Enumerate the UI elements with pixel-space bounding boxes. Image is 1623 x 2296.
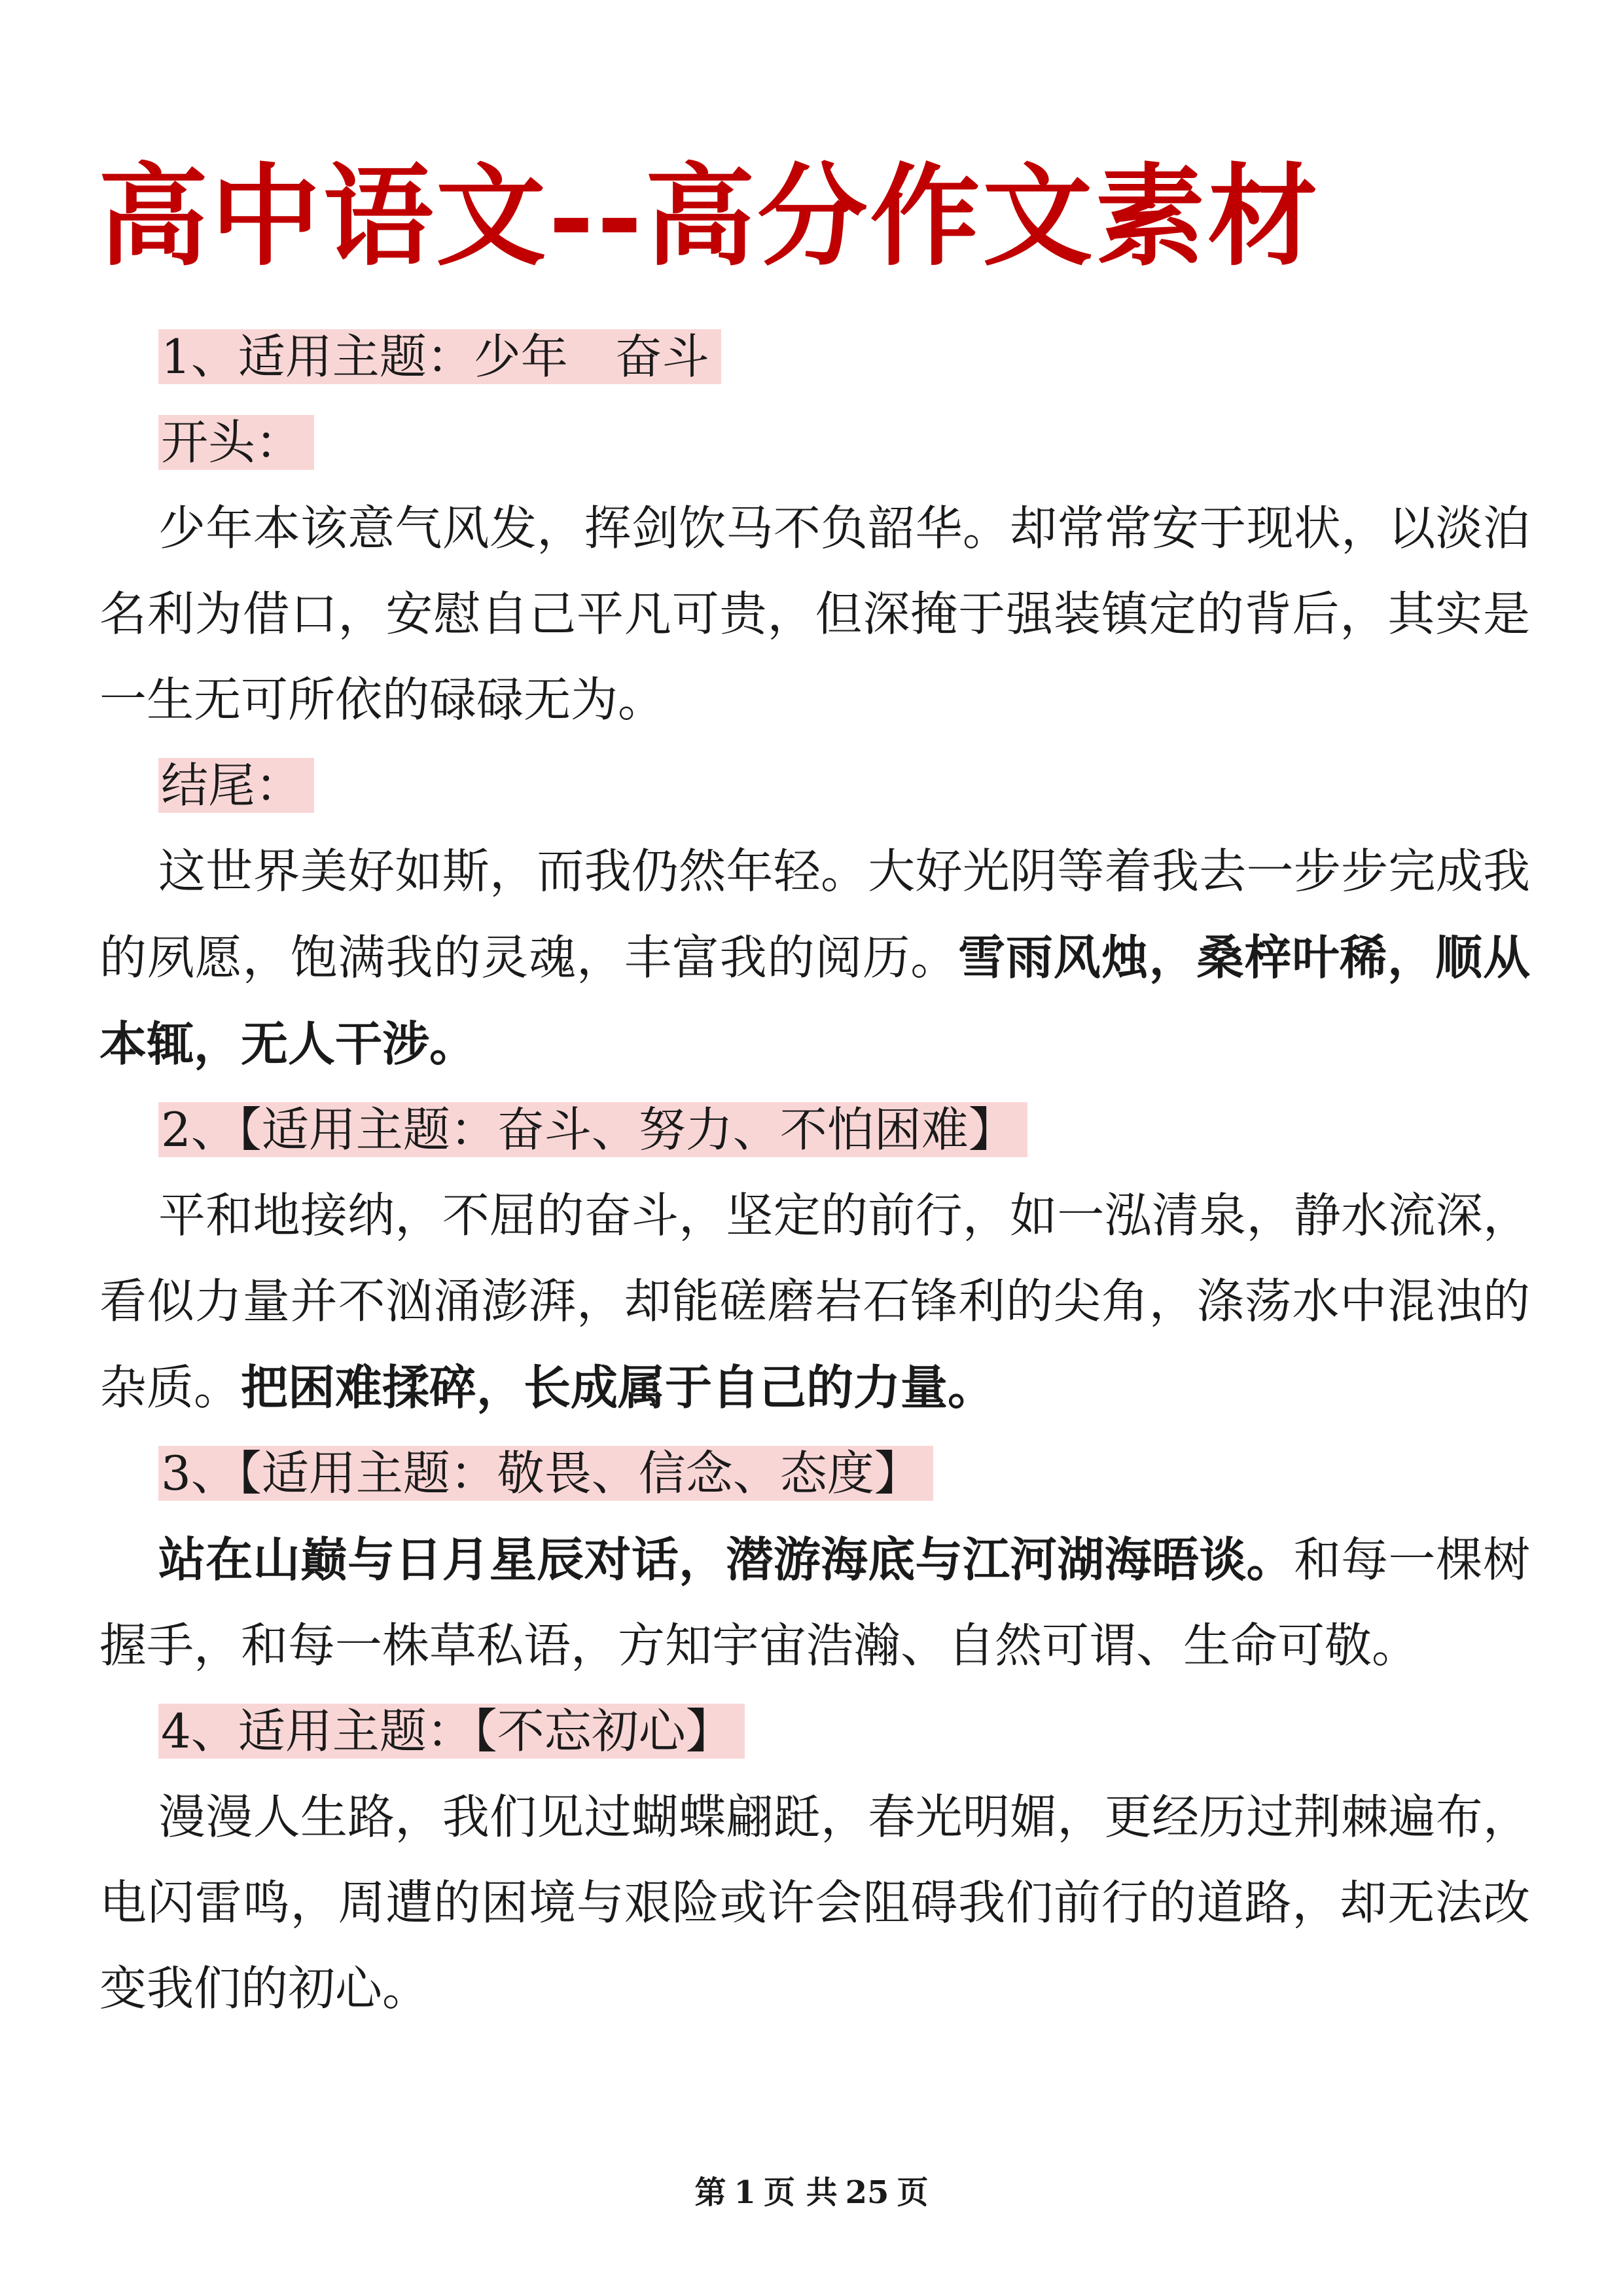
paragraph-text: 这世界美好如斯，而我仍然年轻。大好光阴等着我去一步步完成我的夙愿，饱满我的灵魂，丰富我的阅历。 xyxy=(99,844,1530,985)
section-2-paragraph xyxy=(99,1173,1530,1431)
footer-middle: 页 共 xyxy=(763,2174,838,2211)
page-footer xyxy=(0,2173,1623,2212)
section-heading: 1、适用主题：少年 奋斗 xyxy=(158,329,721,384)
footer-suffix: 页 xyxy=(897,2174,929,2211)
section-1-ending-label-line xyxy=(99,743,1530,829)
section-4-paragraph xyxy=(99,1774,1530,2032)
section-1-opening-paragraph xyxy=(99,486,1530,743)
section-1-ending-paragraph xyxy=(99,829,1530,1087)
paragraph-text: 少年本该意气风发，挥剑饮马不负韶华。却常常安于现状，以淡泊名利为借口，安慰自己平凡可贵，但深掩于强装镇定的背后，其实是一生无可所依的碌碌无为。 xyxy=(99,501,1530,727)
ending-label: 结尾： xyxy=(158,758,314,813)
footer-prefix: 第 xyxy=(694,2174,726,2211)
section-4-heading-line xyxy=(99,1689,1530,1774)
footer-page-number: 1 xyxy=(734,2174,756,2211)
section-1-opening-label-line xyxy=(99,400,1530,486)
bold-phrase: 雪雨风烛，桑梓叶稀，顺从本辄，无人干涉。 xyxy=(99,929,1530,1071)
section-3-heading-line xyxy=(99,1431,1530,1516)
paragraph-text: 平和地接纳，不屈的奋斗，坚定的前行，如一泓清泉，静水流深，看似力量并不汹涌澎湃，却能磋磨岩石锋利的尖角，涤荡水中混浊的杂质。 xyxy=(99,1188,1530,1415)
section-heading: 2、【适用主题：奋斗、努力、不怕困难】 xyxy=(158,1102,1027,1157)
paragraph-text: 漫漫人生路，我们见过蝴蝶翩跹，春光明媚，更经历过荆棘遍布，电闪雷鸣，周遭的困境与艰险或许会阻碍我们前行的道路，却无法改变我们的初心。 xyxy=(99,1789,1530,2016)
section-heading: 4、适用主题：【不忘初心】 xyxy=(158,1704,745,1759)
bold-phrase: 把困难揉碎，长成属于自己的力量。 xyxy=(241,1359,995,1415)
bold-phrase: 站在山巅与日月星辰对话，潜游海底与江河湖海晤谈。 xyxy=(158,1532,1294,1587)
section-1-heading-line xyxy=(99,314,1530,400)
section-heading: 3、【适用主题：敬畏、信念、态度】 xyxy=(158,1446,933,1501)
section-2-heading-line xyxy=(99,1087,1530,1173)
document-body xyxy=(99,314,1530,2032)
opening-label: 开头： xyxy=(158,415,314,470)
page-title: 高中语文--高分作文素材 xyxy=(98,151,1321,281)
footer-total-pages: 25 xyxy=(845,2174,889,2211)
section-3-paragraph xyxy=(99,1516,1530,1689)
paragraph-text: 和每一棵树握手，和每一株草私语，方知宇宙浩瀚、自然可谓、生命可敬。 xyxy=(99,1532,1530,1673)
